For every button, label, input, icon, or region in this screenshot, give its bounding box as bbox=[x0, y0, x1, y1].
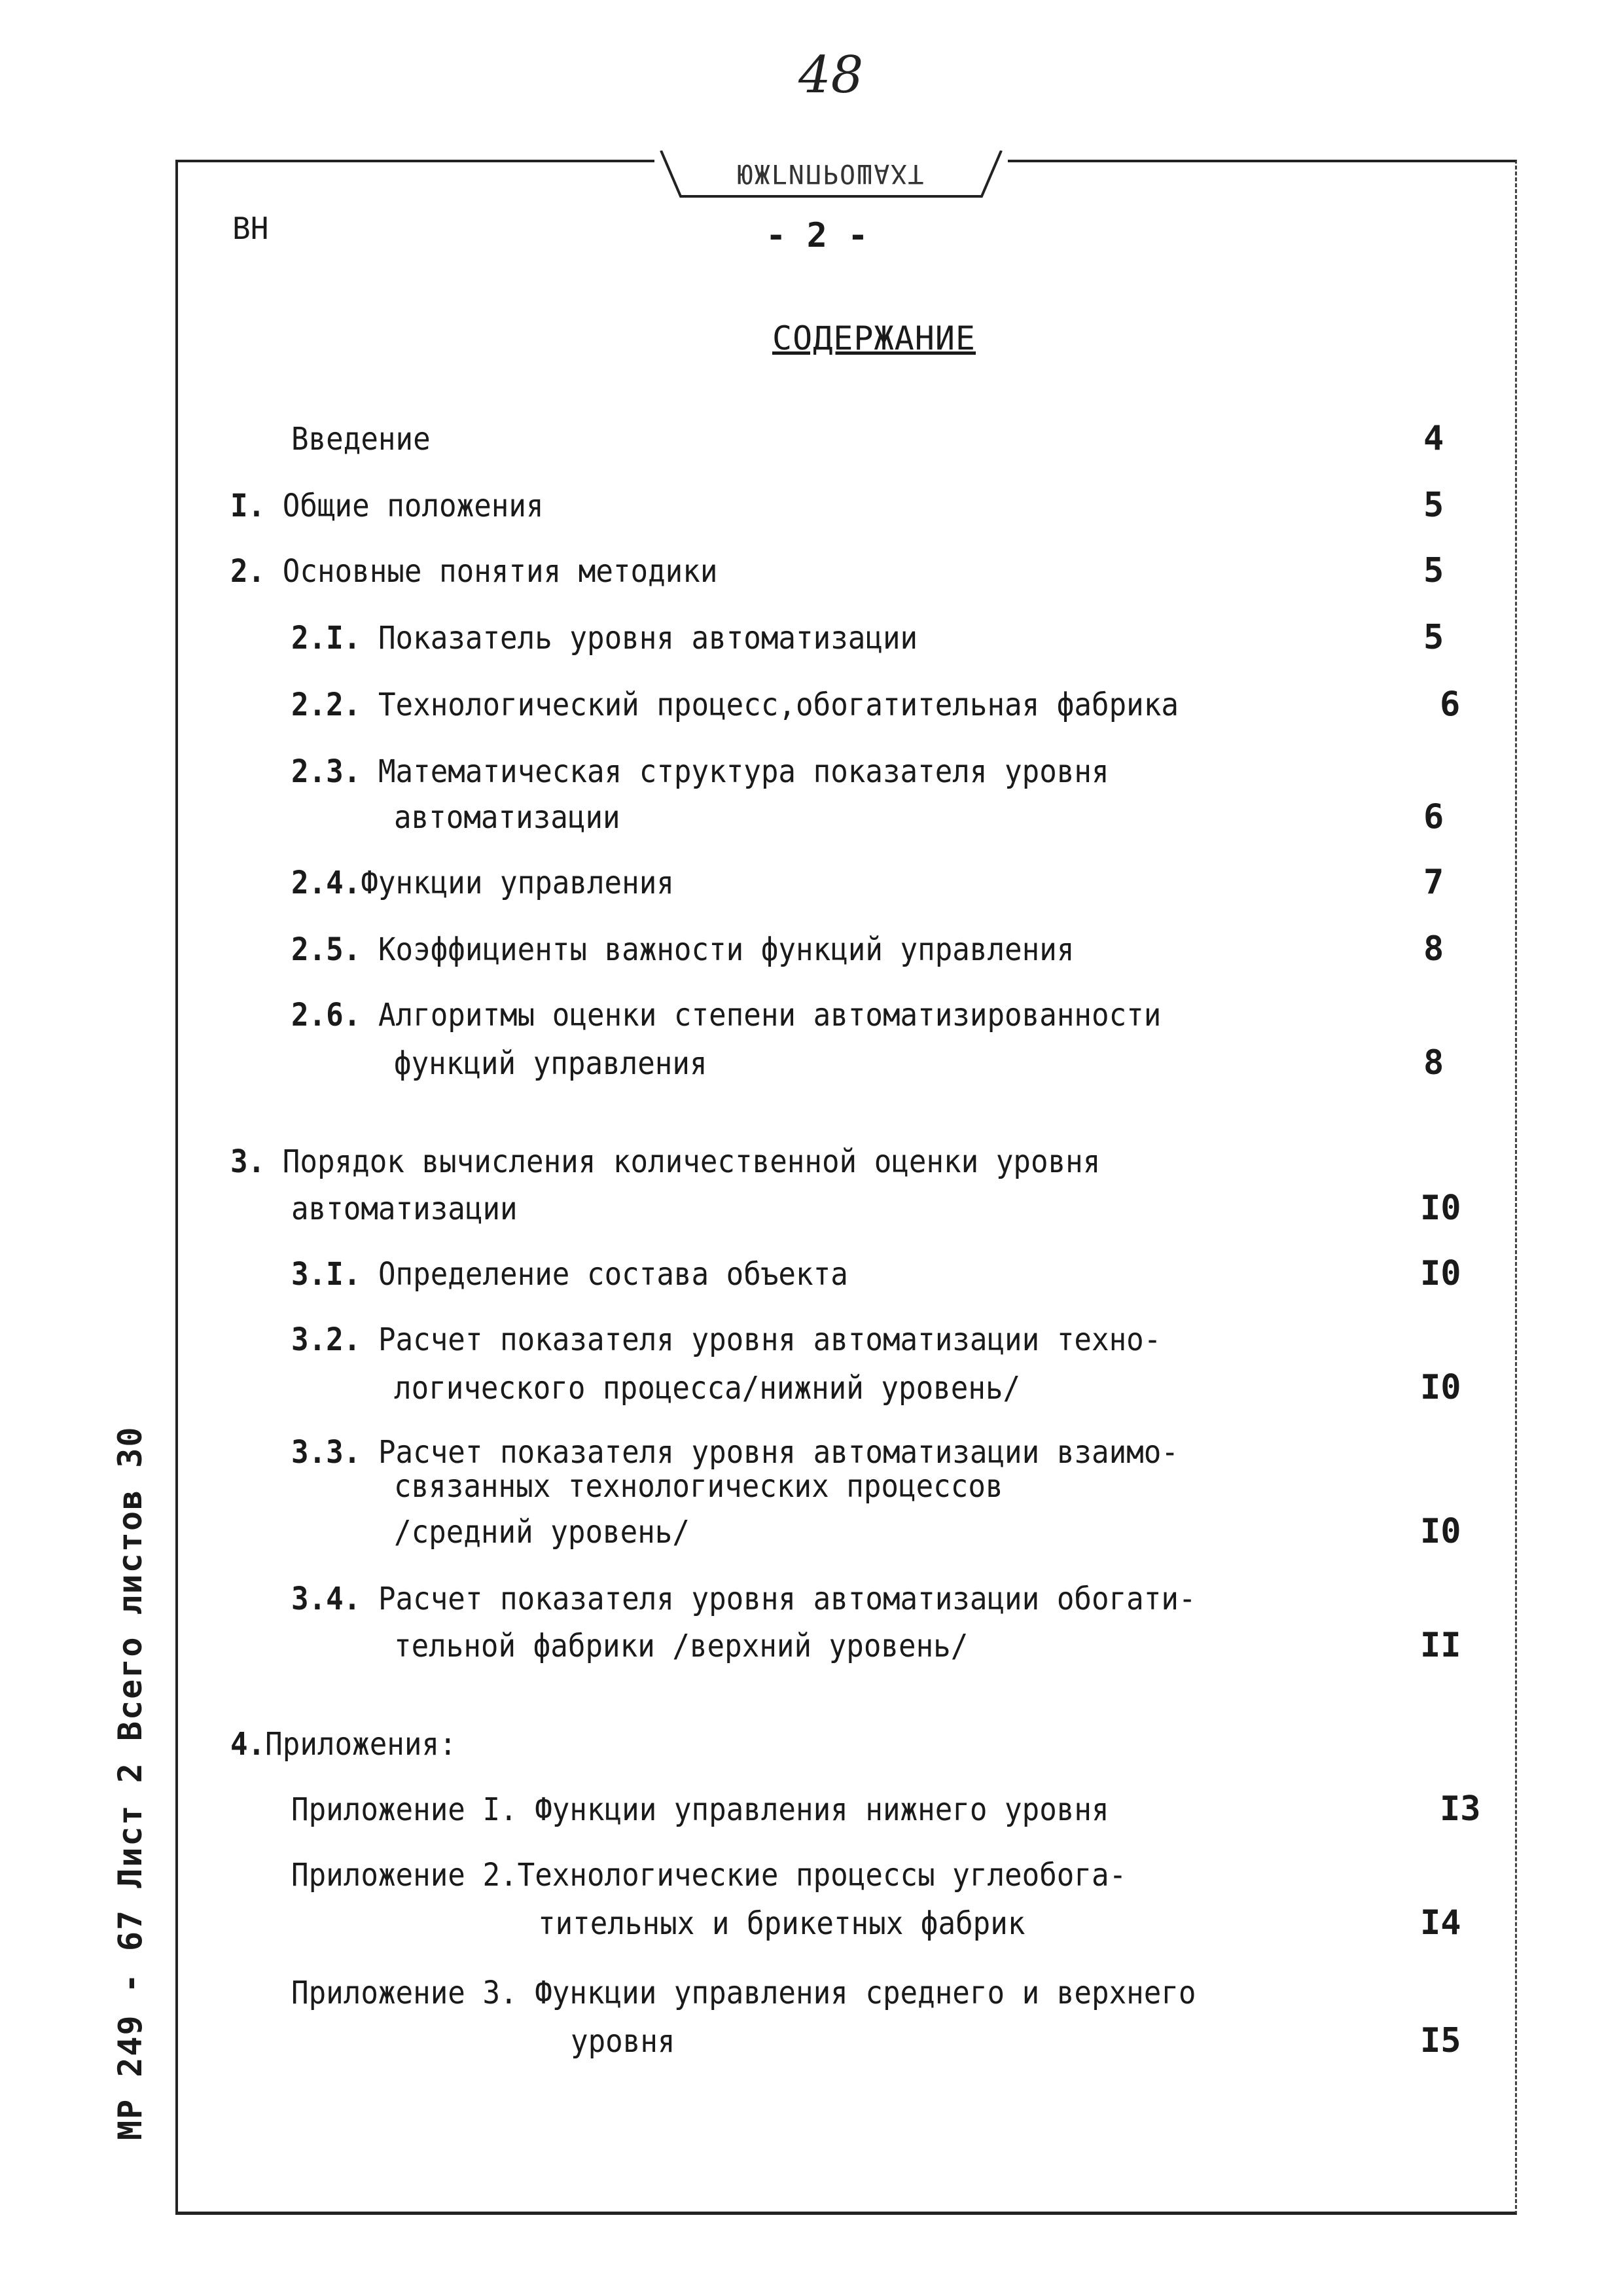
toc-entry-number: 3.3. bbox=[291, 1434, 361, 1471]
toc-page-number: 5 bbox=[1423, 486, 1444, 525]
toc-page-number: 7 bbox=[1423, 863, 1444, 902]
toc-page-number: I0 bbox=[1420, 1368, 1461, 1407]
toc-page-number: 6 bbox=[1423, 797, 1444, 836]
toc-entry-appendix-2-continuation bbox=[538, 1901, 1025, 1946]
toc-entry-appendix-1 bbox=[291, 1787, 1109, 1833]
handwritten-page-number: 48 bbox=[798, 46, 864, 105]
toc-entry-2-6-continuation bbox=[394, 1041, 707, 1086]
toc-entry-3-3-continuation bbox=[394, 1463, 1003, 1509]
toc-entry-number: 3.4. bbox=[291, 1581, 361, 1617]
toc-entry-title-continuation: связанных технологических процессов bbox=[394, 1468, 1003, 1505]
toc-entry-title: Расчет показателя уровня автоматизации взаимо- bbox=[378, 1434, 1179, 1471]
toc-entry-appendix-2 bbox=[291, 1852, 1126, 1898]
organization-stamp bbox=[654, 151, 1008, 203]
toc-entry-number: 2.2. bbox=[291, 687, 361, 723]
toc-entry-title-continuation: уровня bbox=[571, 2023, 675, 2060]
toc-entry-number: 2.6. bbox=[291, 997, 361, 1033]
toc-entry-appendix-3-continuation bbox=[571, 2018, 675, 2064]
toc-entry-4 bbox=[230, 1721, 457, 1767]
toc-entry-1 bbox=[230, 483, 544, 529]
toc-entry-number: 2.4. bbox=[291, 865, 361, 901]
toc-entry-title: Коэффициенты важности функций управления bbox=[378, 931, 1075, 968]
toc-entry-title: Расчет показателя уровня автоматизации обогати- bbox=[378, 1581, 1196, 1617]
toc-page-number: 8 bbox=[1423, 1043, 1444, 1083]
document-side-stamp: МР 249 - 67 Лист 2 Всего листов 30 bbox=[111, 1426, 149, 2140]
toc-entry-3-continuation bbox=[291, 1186, 518, 1232]
toc-page-number: I0 bbox=[1420, 1512, 1461, 1551]
toc-entry-title: Определение состава объекта bbox=[378, 1256, 848, 1293]
toc-entry-title: Общие положения bbox=[282, 488, 544, 524]
toc-page-number: II bbox=[1420, 1626, 1461, 1665]
toc-entry-number: 3. bbox=[230, 1143, 266, 1180]
toc-entry-2-1 bbox=[291, 615, 918, 661]
toc-entry-title-continuation: функций управления bbox=[394, 1045, 707, 1082]
toc-entry-2-3 bbox=[291, 749, 1109, 795]
toc-entry-number: 2.3. bbox=[291, 753, 361, 790]
toc-entry-number: 2.5. bbox=[291, 931, 361, 968]
toc-entry-title: Приложение I. Функции управления нижнего уровня bbox=[291, 1791, 1109, 1828]
toc-entry-number: 2.I. bbox=[291, 620, 361, 656]
toc-entry-title: Приложения: bbox=[265, 1726, 457, 1763]
toc-page-number: I3 bbox=[1440, 1789, 1481, 1829]
toc-entry-title: Порядок вычисления количественной оценки уровня bbox=[282, 1143, 1101, 1180]
toc-entry-2-3-continuation bbox=[394, 795, 620, 840]
toc-entry-3-4 bbox=[291, 1576, 1196, 1622]
toc-page-number: 6 bbox=[1440, 685, 1461, 724]
toc-page-number: I0 bbox=[1420, 1254, 1461, 1293]
toc-entry-3-1 bbox=[291, 1251, 848, 1297]
organization-stamp-text: ЮЖГИПРОШАХТ bbox=[737, 158, 925, 188]
toc-entry-title: Приложение 3. Функции управления среднего и верхнего bbox=[291, 1975, 1196, 2011]
toc-entry-title-continuation: тельной фабрики /верхний уровень/ bbox=[394, 1628, 969, 1664]
toc-entry-number: 3.I. bbox=[291, 1256, 361, 1293]
toc-entry-number: 2. bbox=[230, 553, 266, 590]
toc-entry-title-continuation: логического процесса/нижний уровень/ bbox=[394, 1370, 1021, 1407]
toc-entry-2-2 bbox=[291, 682, 1179, 728]
toc-entry-2-6 bbox=[291, 992, 1161, 1038]
toc-entry-title-continuation: автоматизации bbox=[291, 1191, 518, 1227]
toc-page-number: 8 bbox=[1423, 929, 1444, 969]
toc-entry-number: 4. bbox=[230, 1726, 266, 1763]
toc-entry-title: Математическая структура показателя уровня bbox=[378, 753, 1109, 790]
toc-entry-appendix-3 bbox=[291, 1970, 1196, 2016]
toc-entry-title: Основные понятия методики bbox=[282, 553, 718, 590]
toc-heading: СОДЕРЖАНИЕ bbox=[772, 319, 976, 357]
toc-entry-number: 3.2. bbox=[291, 1321, 361, 1358]
toc-entry-2-5 bbox=[291, 927, 1074, 973]
sheet-number: - 2 - bbox=[766, 216, 868, 255]
toc-entry-3-3-continuation-2 bbox=[394, 1509, 690, 1555]
toc-entry-2 bbox=[230, 548, 717, 594]
toc-entry-3 bbox=[230, 1139, 1100, 1185]
toc-page-number: I5 bbox=[1420, 2021, 1461, 2060]
toc-page-number: 5 bbox=[1423, 551, 1444, 590]
toc-entry-number: I. bbox=[230, 488, 266, 524]
toc-entry-title: Показатель уровня автоматизации bbox=[378, 620, 918, 656]
toc-entry-title: Расчет показателя уровня автоматизации техно- bbox=[378, 1321, 1162, 1358]
toc-entry-2-4 bbox=[291, 860, 674, 906]
toc-entry-title-continuation: /средний уровень/ bbox=[394, 1514, 690, 1551]
toc-entry-3-2 bbox=[291, 1317, 1161, 1363]
toc-page-number: 4 bbox=[1423, 419, 1444, 458]
corner-code: ВН bbox=[232, 211, 269, 246]
toc-entry-title: Введение bbox=[291, 421, 431, 457]
toc-page-number: I4 bbox=[1420, 1903, 1461, 1943]
toc-entry-3-2-continuation bbox=[394, 1365, 1020, 1411]
toc-entry-title: Приложение 2.Технологические процессы углеобога- bbox=[291, 1857, 1127, 1893]
toc-entry-title: Функции управления bbox=[361, 865, 674, 901]
toc-page-number: I0 bbox=[1420, 1189, 1461, 1228]
toc-entry-intro bbox=[291, 416, 431, 462]
toc-entry-title-continuation: автоматизации bbox=[394, 799, 620, 836]
toc-page-number: 5 bbox=[1423, 618, 1444, 657]
toc-entry-3-4-continuation bbox=[394, 1623, 968, 1669]
toc-entry-title: Технологический процесс,обогатительная фабрика bbox=[378, 687, 1179, 723]
toc-entry-title: Алгоритмы оценки степени автоматизированности bbox=[378, 997, 1162, 1033]
toc-entry-title-continuation: тительных и брикетных фабрик bbox=[538, 1905, 1026, 1942]
